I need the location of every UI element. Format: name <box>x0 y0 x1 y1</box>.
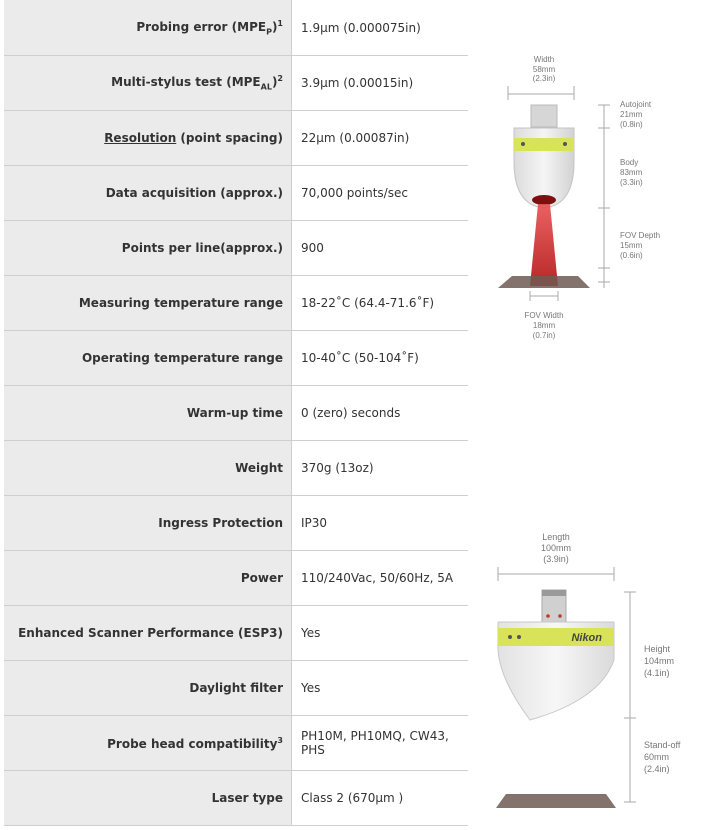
spec-label: Enhanced Scanner Performance (ESP3) <box>4 606 292 661</box>
spec-value: 22µm (0.00087in) <box>292 111 469 166</box>
spec-value: 3.9µm (0.00015in) <box>292 56 469 111</box>
spec-value: 18-22˚C (64.4-71.6˚F) <box>292 276 469 331</box>
height-in: (4.1in) <box>644 668 670 678</box>
fov-width-mm: 18mm <box>532 321 556 330</box>
fov-depth-mm: 15mm <box>620 241 643 250</box>
scanner-side-diagram <box>490 530 700 820</box>
length-mm: 100mm <box>540 543 572 553</box>
specifications-table <box>4 0 468 826</box>
spec-label: Power <box>4 551 292 606</box>
fov-width-in: (0.7in) <box>532 331 556 340</box>
spec-row-measuring-temperature <box>4 276 468 331</box>
spec-label: Resolution (point spacing) <box>4 111 292 166</box>
length-in: (3.9in) <box>543 554 569 564</box>
spec-label: Data acquisition (approx.) <box>4 166 292 221</box>
autojoint-label: Autojoint <box>620 100 652 109</box>
spec-value: Class 2 (670µm ) <box>292 771 469 826</box>
spec-value: IP30 <box>292 496 469 551</box>
spec-label: Probe head compatibility$^3$ <box>4 716 292 771</box>
width-label: Width <box>533 55 555 64</box>
length-label: Length <box>542 532 570 542</box>
spec-row-data-acquisition <box>4 166 468 221</box>
spec-row-probing-error <box>4 0 468 56</box>
autojoint-block <box>531 105 557 127</box>
spec-value: 0 (zero) seconds <box>292 386 469 441</box>
spec-row-resolution <box>4 111 468 166</box>
spec-value: 110/240Vac, 50/60Hz, 5A <box>292 551 469 606</box>
height-label: Height <box>644 644 671 654</box>
nikon-logo: Nikon <box>571 632 602 644</box>
spec-value: Yes <box>292 606 469 661</box>
body-in: (3.3in) <box>620 178 643 187</box>
spec-value: Yes <box>292 661 469 716</box>
measurement-surface <box>498 276 590 288</box>
spec-value: 900 <box>292 221 469 276</box>
spec-row-probe-head-compatibility <box>4 716 468 771</box>
width-in: (2.3in) <box>532 74 556 83</box>
body-label: Body <box>620 158 639 167</box>
spec-value: 70,000 points/sec <box>292 166 469 221</box>
height-mm: 104mm <box>644 656 675 666</box>
spec-label: Probing error $(MPE_P)^1$ <box>4 0 292 56</box>
spec-row-warm-up-time <box>4 386 468 441</box>
spec-row-power <box>4 551 468 606</box>
spec-label: Points per line(approx.) <box>4 221 292 276</box>
spec-row-operating-temperature <box>4 331 468 386</box>
spec-value: 370g (13oz) <box>292 441 469 496</box>
standoff-label: Stand-off <box>644 740 681 750</box>
spec-row-daylight-filter <box>4 661 468 716</box>
spec-label: Weight <box>4 441 292 496</box>
fov-depth-label: FOV Depth <box>620 231 661 240</box>
standoff-mm: 60mm <box>644 752 670 762</box>
spec-row-points-per-line <box>4 221 468 276</box>
fov-depth-in: (0.6in) <box>620 251 643 260</box>
spec-label: Operating temperature range <box>4 331 292 386</box>
laser-beam <box>530 204 558 286</box>
body-mm: 83mm <box>620 168 643 177</box>
width-mm: 58mm <box>532 65 556 74</box>
scanner-front-diagram <box>488 50 668 350</box>
spec-label: Multi-stylus test $(MPE_{AL})^2$ <box>4 56 292 111</box>
spec-value: 1.9µm (0.000075in) <box>292 0 469 56</box>
spec-value: PH10M, PH10MQ, CW43, PHS <box>292 716 469 771</box>
spec-label: Laser type <box>4 771 292 826</box>
side-measurement-surface <box>496 794 616 808</box>
spec-value: 10-40˚C (50-104˚F) <box>292 331 469 386</box>
spec-row-esp3 <box>4 606 468 661</box>
standoff-in: (2.4in) <box>644 764 670 774</box>
spec-label: Ingress Protection <box>4 496 292 551</box>
spec-label: Warm-up time <box>4 386 292 441</box>
spec-row-laser-type <box>4 771 468 826</box>
fov-width-label: FOV Width <box>524 311 564 320</box>
spec-row-weight <box>4 441 468 496</box>
autojoint-mm: 21mm <box>620 110 643 119</box>
spec-label: Daylight filter <box>4 661 292 716</box>
spec-row-ingress-protection <box>4 496 468 551</box>
spec-row-multi-stylus <box>4 56 468 111</box>
resolution-link[interactable]: Resolution <box>104 131 177 145</box>
autojoint-in: (0.8in) <box>620 120 643 129</box>
spec-label: Measuring temperature range <box>4 276 292 331</box>
